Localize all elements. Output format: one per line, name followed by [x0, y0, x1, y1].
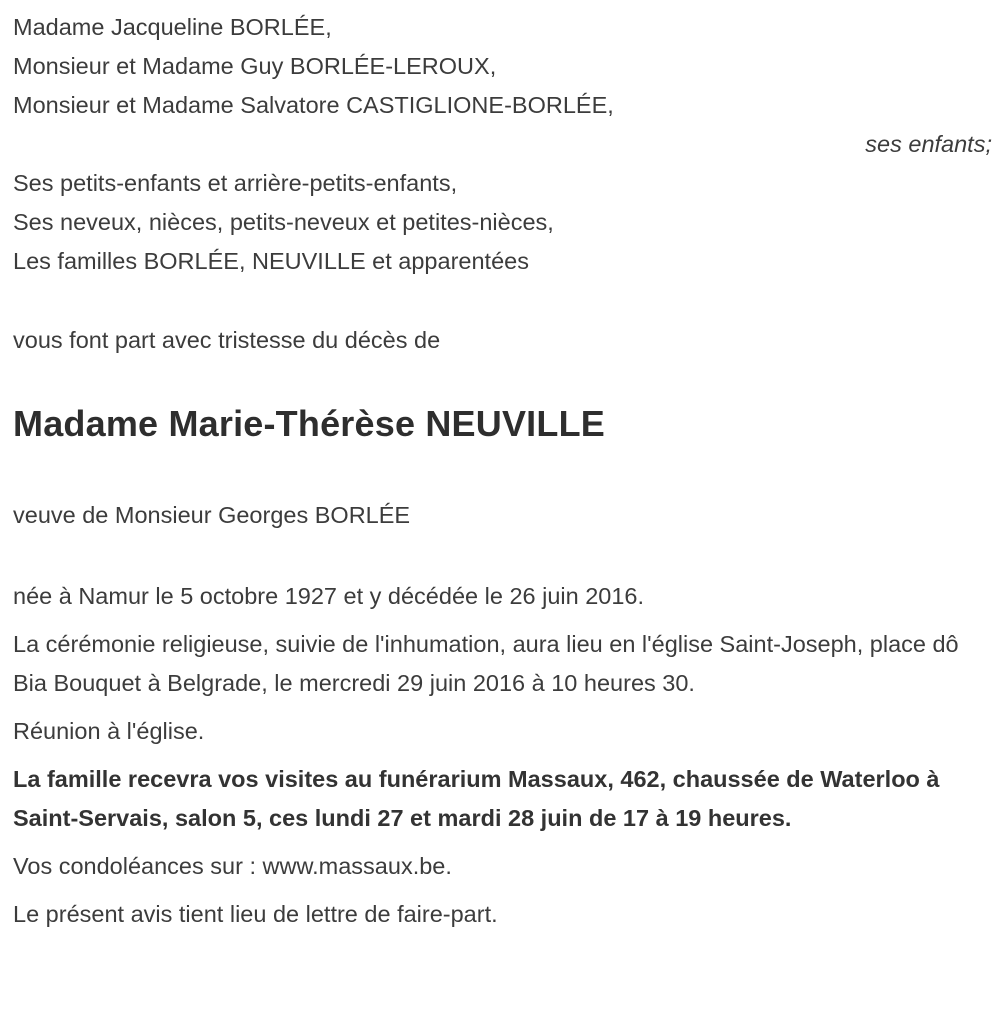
family-line-2: Monsieur et Madame Guy BORLÉE-LEROUX, — [13, 53, 497, 79]
announcement-line: vous font part avec tristesse du décès de — [13, 327, 441, 353]
condolences-line: Vos condoléances sur : www.massaux.be. — [13, 853, 452, 879]
family-line-1: Madame Jacqueline BORLÉE, — [13, 14, 332, 40]
relatives-line-2: Ses neveux, nièces, petits-neveux et petites-nièces, — [13, 209, 554, 235]
meeting-line: Réunion à l'église. — [13, 718, 205, 744]
family-line-3: Monsieur et Madame Salvatore CASTIGLIONE-BORLÉE, — [13, 92, 614, 118]
relatives-line-1: Ses petits-enfants et arrière-petits-enfants, — [13, 170, 458, 196]
deceased-name: Madame Marie-Thérèse NEUVILLE — [13, 403, 605, 444]
widow-line: veuve de Monsieur Georges BORLÉE — [13, 502, 411, 528]
ceremony-line: La cérémonie religieuse, suivie de l'inhumation, aura lieu en l'église Saint-Joseph, place dô Bia Bouquet à Belgrade, le mercredi 29 juin 2016 à 10 heures 30. — [13, 631, 959, 696]
children-label: ses enfants; — [865, 131, 992, 157]
closing-line: Le présent avis tient lieu de lettre de faire-part. — [13, 901, 498, 927]
relatives-line-3: Les familles BORLÉE, NEUVILLE et apparentées — [13, 248, 529, 274]
visits-line: La famille recevra vos visites au funérarium Massaux, 462, chaussée de Waterloo à Saint-Servais, salon 5, ces lundi 27 et mardi 28 juin de 17 à 19 heures. — [13, 766, 940, 831]
birth-death-line: née à Namur le 5 octobre 1927 et y décédée le 26 juin 2016. — [13, 583, 645, 609]
